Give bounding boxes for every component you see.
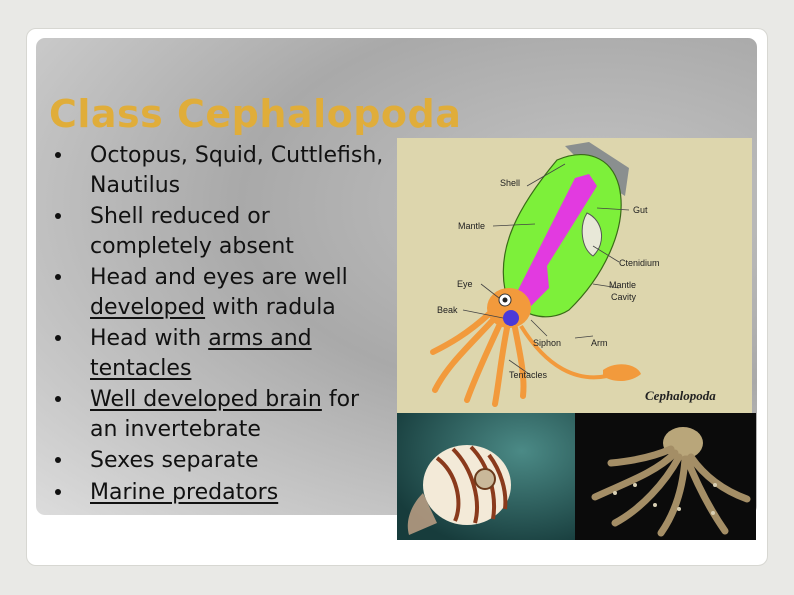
bullet-text: for an invertebrate	[90, 387, 360, 442]
label-siphon: Siphon	[533, 338, 562, 348]
label-mantle: Mantle	[458, 221, 486, 231]
label-mantle-cavity-2: Cavity	[611, 292, 637, 302]
label-gut: Gut	[633, 205, 648, 215]
bullet-text: with radula	[205, 294, 336, 320]
bullet-item	[54, 324, 384, 383]
bullet-dot-icon	[55, 489, 61, 495]
bullet-text: Shell reduced or completely absent	[90, 204, 294, 259]
bullet-dot-icon	[55, 335, 61, 341]
cephalopod-diagram-svg	[397, 138, 752, 413]
bullet-text: Head with	[90, 326, 209, 351]
bullet-dot-icon	[55, 396, 61, 402]
bullet-text: Octopus, Squid, Cuttlefish, Nautilus	[90, 143, 384, 198]
bullet-item	[54, 478, 384, 508]
bullet-dot-icon	[55, 457, 61, 463]
label-shell: Shell	[500, 178, 521, 188]
label-beak: Beak	[437, 305, 458, 315]
bullet-text: developed	[90, 294, 206, 320]
label-ctenidium: Ctenidium	[619, 258, 660, 268]
bullet-text: Well developed brain	[90, 387, 322, 412]
bullet-item	[54, 385, 384, 444]
bullet-item	[54, 141, 384, 200]
bullet-text: arms and tentacles	[90, 326, 312, 381]
label-arm: Arm	[591, 338, 608, 348]
bullet-text: Marine predators	[90, 479, 279, 505]
label-mantle-cavity-1: Mantle	[609, 280, 637, 290]
bullet-dot-icon	[55, 213, 61, 219]
cephalopod-diagram	[397, 138, 752, 413]
bullet-item	[54, 202, 384, 261]
diagram-caption: Cephalopoda	[645, 388, 716, 403]
bullet-item	[54, 263, 384, 322]
nautilus-photo	[397, 413, 575, 540]
slide-title: Class Cephalopoda	[49, 92, 462, 136]
label-eye: Eye	[457, 279, 473, 289]
arms-group	[433, 314, 524, 404]
bullet-item	[54, 446, 384, 476]
bullet-dot-icon	[55, 152, 61, 158]
bullet-dot-icon	[55, 274, 61, 280]
octopus-photo	[575, 413, 756, 540]
bullet-text: Head and eyes are well	[90, 265, 348, 290]
beak-shape	[503, 310, 519, 326]
label-tentacles: Tentacles	[509, 370, 548, 380]
bullet-list	[54, 141, 384, 509]
bullet-text: Sexes separate	[90, 448, 259, 473]
